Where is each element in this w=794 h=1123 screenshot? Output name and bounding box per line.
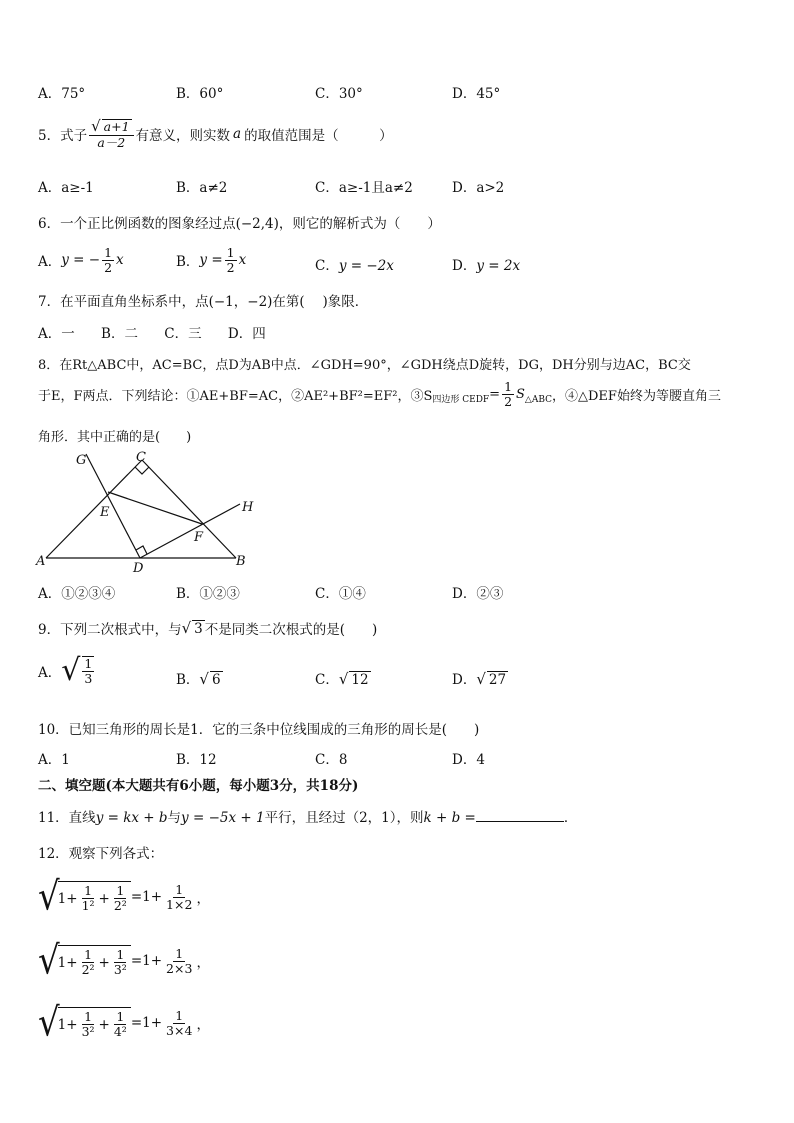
q5-suffix2: 的取值范围是（ ）: [244, 127, 393, 144]
q12-row-3-d2: 4²: [113, 1024, 127, 1039]
q12-row-3-one: 1: [57, 1016, 67, 1033]
q8-line2-a: 于E，F两点．下列结论：①AE+BF=AC，②AE²+BF²=EF²，③S: [38, 388, 433, 404]
q4-option-a[interactable]: A．75°: [38, 86, 86, 102]
q9-options: [0, 653, 794, 700]
q12-row-1-rd: 1×2: [166, 896, 193, 912]
q11-c: 与: [167, 810, 182, 826]
q7-options: [38, 322, 266, 342]
q11-g: ．: [563, 810, 578, 826]
q12-row-2-rn: 1: [175, 945, 184, 961]
q6-option-d[interactable]: [452, 254, 520, 274]
q8-line2-frac: $\frac{1}{2}$: [504, 379, 513, 409]
q9-option-c[interactable]: C．√ 12: [315, 670, 369, 688]
ray-dh: [140, 504, 240, 558]
q12-row-2-n2: 1: [116, 947, 125, 963]
q8-option-a[interactable]: A．①②③④: [38, 586, 116, 602]
q6-option-b[interactable]: [176, 246, 246, 275]
q5-prefix: 5．式子: [38, 127, 88, 144]
q8-line2-s: S: [516, 386, 525, 402]
q8-line1: 8．在Rt△ABC中，AC=BC，点D为AB中点．∠GDH=90°，∠GDH绕点D旋转，DG，DH分别与边AC，BC交: [38, 358, 691, 373]
q12-row-1-n1: 1: [84, 883, 93, 899]
q11-answer-blank[interactable]: [476, 809, 564, 822]
q12-row-1-eq: =1+: [130, 889, 163, 905]
q6-option-b-expr-pre: y =: [199, 252, 223, 269]
q12-row-2-one: 1: [57, 954, 67, 971]
q8-option-c[interactable]: C．①④: [315, 586, 366, 602]
q8-line3: 角形．其中正确的是( ): [38, 430, 192, 445]
q12-row-1-d1: 1²: [81, 898, 95, 913]
q6-stem: 6．一个正比例函数的图象经过点(−2,4)，则它的解析式为（ ）: [38, 216, 441, 232]
q12-row-1-radicand: [58, 881, 131, 913]
q6-option-a-expr-post: x: [116, 252, 124, 269]
q6-option-a-frac: $\frac{1}{2}$: [104, 245, 113, 275]
q12-row-1-comma: ，: [196, 891, 210, 907]
q9-radicand: 3: [194, 620, 203, 637]
q10-option-a[interactable]: A．1: [38, 752, 70, 768]
q5-numerator: a+1: [103, 119, 130, 134]
q9-option-d-label: D．: [452, 672, 477, 688]
q5-option-b[interactable]: B．a≠2: [176, 180, 228, 196]
q11-a: 11．直线: [38, 810, 96, 826]
q12-row-3-n2: 1: [116, 1009, 125, 1025]
q6-option-c-expr: y = −2x: [338, 258, 394, 274]
label-b: B: [236, 554, 246, 569]
q11-d: y = −5x + 1: [181, 810, 265, 826]
q6-option-c-label: C．: [315, 258, 339, 274]
q12-row-1-plus-a: +: [66, 890, 78, 907]
q8-option-b[interactable]: B．①②③: [176, 586, 240, 602]
q4-option-b[interactable]: B．60°: [176, 86, 224, 102]
q5-stem: [38, 118, 393, 149]
q8-line2-sub2: △ABC: [524, 394, 553, 405]
q8-line2-eq: =: [489, 386, 501, 402]
q8-options: [0, 582, 794, 604]
q9-option-b-radicand: 6: [211, 672, 221, 688]
q9-option-d-radicand: 27: [488, 672, 507, 688]
q10-options: [0, 748, 794, 770]
q4-option-c[interactable]: C．30°: [315, 86, 363, 102]
q7-option-d[interactable]: D．四: [227, 326, 266, 342]
q9-text-b: 不是同类二次根式的是( ): [204, 622, 378, 638]
q6-option-d-expr: y = 2x: [476, 258, 521, 274]
label-c: C: [136, 450, 146, 465]
q10-option-d[interactable]: D．4: [452, 752, 485, 768]
q12-row-2-comma: ，: [196, 955, 210, 971]
q5-fraction: $\frac{√ a+1}{a-2}$: [89, 118, 133, 149]
q5-options: [0, 176, 794, 198]
q6-option-d-label: D．: [452, 258, 477, 274]
q9-option-d[interactable]: D．√ 27: [452, 670, 507, 688]
q9-option-c-label: C．: [315, 672, 339, 688]
q5-option-a[interactable]: A．a≥-1: [38, 180, 94, 196]
q11-stem: [38, 806, 577, 826]
q12-stem: 12．观察下列各式：: [38, 846, 164, 862]
q9-option-a[interactable]: A． √ $\frac{1}{3}$: [38, 653, 93, 688]
q5-var: a: [233, 125, 242, 142]
q12-row-3-plus-a: +: [66, 1016, 78, 1033]
q6-option-b-frac: $\frac{1}{2}$: [226, 245, 235, 275]
q12-row-1-n2: 1: [116, 883, 125, 899]
q7-option-a[interactable]: A．一: [38, 326, 75, 342]
q11-f: k + b =: [423, 810, 476, 826]
q12-row-2-n1: 1: [84, 947, 93, 963]
q12-row-2-plus-b: +: [98, 954, 110, 971]
q12-row-2-radicand: [58, 945, 131, 977]
label-f: F: [194, 530, 204, 545]
q11-b: y = kx + b: [95, 810, 168, 826]
q9-option-a-frac: $\frac{1}{3}$: [84, 656, 93, 686]
q9-option-c-radicand: 12: [351, 672, 369, 688]
right-angle-c: [135, 467, 149, 474]
q5-option-d[interactable]: D．a>2: [452, 180, 505, 196]
q6-option-a-expr-pre: y = −: [61, 252, 101, 269]
q12-row-3-plus-b: +: [98, 1016, 110, 1033]
q9-option-b-label: B．: [176, 672, 200, 688]
q12-row-3: √ 1 + $\frac{1}{\text{3²}}$ + $\frac{1}{\text{4²}}$ =1+ $\frac{1}{3\times 4}$ ，: [38, 1000, 210, 1046]
q8-line2-sub: 四边形 CEDF: [432, 394, 490, 405]
q6-option-a[interactable]: [38, 246, 124, 275]
label-a: A: [36, 554, 46, 569]
q12-row-3-radicand: [58, 1007, 131, 1039]
q12-row-1-one: 1: [57, 890, 67, 907]
q4-option-d[interactable]: D．45°: [452, 86, 501, 102]
q9-text-a: 9．下列二次根式中，与: [38, 622, 182, 638]
q8-option-d[interactable]: D．②③: [452, 586, 504, 602]
q5-option-c[interactable]: C．a≥-1且a≠2: [315, 180, 413, 196]
q4-options: [0, 82, 794, 104]
q11-e: 平行，且经过（2，1），则: [264, 810, 424, 826]
label-g: G: [76, 453, 87, 468]
q10-option-c[interactable]: C．8: [315, 752, 348, 768]
section-2-heading: 二、填空题(本大题共有6小题，每小题3分，共18分): [38, 778, 359, 794]
q7-stem: 7．在平面直角坐标系中，点(−1，−2)在第( )象限．: [38, 294, 369, 310]
q12-row-3-eq: =1+: [130, 1015, 163, 1031]
q12-row-2-rd: 2×3: [166, 960, 193, 976]
q7-option-b[interactable]: B．二: [101, 326, 138, 342]
q9-stem: 9．下列二次根式中，与 √ 3 不是同类二次根式的是( ): [38, 619, 378, 638]
label-e: E: [100, 505, 110, 520]
q12-row-2-d1: 2²: [81, 962, 95, 977]
q12-row-3-comma: ，: [196, 1017, 210, 1033]
q6-option-b-label: B．: [176, 254, 200, 271]
q12-row-3-d1: 3²: [81, 1024, 95, 1039]
q6-option-c[interactable]: [315, 254, 394, 274]
q12-row-1-plus-b: +: [98, 890, 110, 907]
q12-row-2-d2: 3²: [113, 962, 127, 977]
q12-row-2-eq: =1+: [130, 953, 163, 969]
q8-line2: [38, 380, 721, 409]
q7-option-c[interactable]: C．三: [164, 326, 202, 342]
q12-row-2: √ 1 + $\frac{1}{\text{2²}}$ + $\frac{1}{\text{3²}}$ =1+ $\frac{1}{2\times 3}$ ，: [38, 938, 210, 984]
q10-option-b[interactable]: B．12: [176, 752, 217, 768]
q9-option-a-label: A．: [38, 665, 62, 681]
q12-row-2-plus-a: +: [66, 954, 78, 971]
q12-row-1-rn: 1: [175, 881, 184, 897]
label-d: D: [133, 561, 144, 576]
q5-denominator: a－2: [97, 134, 126, 150]
q10-stem: 10．已知三角形的周长是1．它的三条中位线围成的三角形的周长是( ): [38, 722, 480, 738]
edge-ac: [46, 460, 142, 558]
label-h: H: [242, 500, 254, 515]
q6-options: [0, 246, 794, 282]
q12-row-1: √ 1 + $\frac{1}{\text{1²}}$ + $\frac{1}{\text{2²}}$ =1+ $\frac{1}{1\times 2}$ ，: [38, 874, 210, 920]
q6-option-b-expr-post: x: [238, 252, 247, 269]
q5-suffix: 有意义，则实数: [135, 127, 231, 144]
q12-row-1-d2: 2²: [113, 898, 127, 913]
q12-row-3-n1: 1: [84, 1009, 93, 1025]
q6-option-a-label: A．: [38, 254, 62, 271]
q8-figure: [30, 448, 270, 576]
q12-row-3-rn: 1: [175, 1007, 184, 1023]
q9-option-b[interactable]: B．√ 6: [176, 670, 221, 688]
q12-row-3-rd: 3×4: [166, 1022, 193, 1038]
q8-line2-c: ，④△DEF始终为等腰直角三: [552, 388, 721, 404]
